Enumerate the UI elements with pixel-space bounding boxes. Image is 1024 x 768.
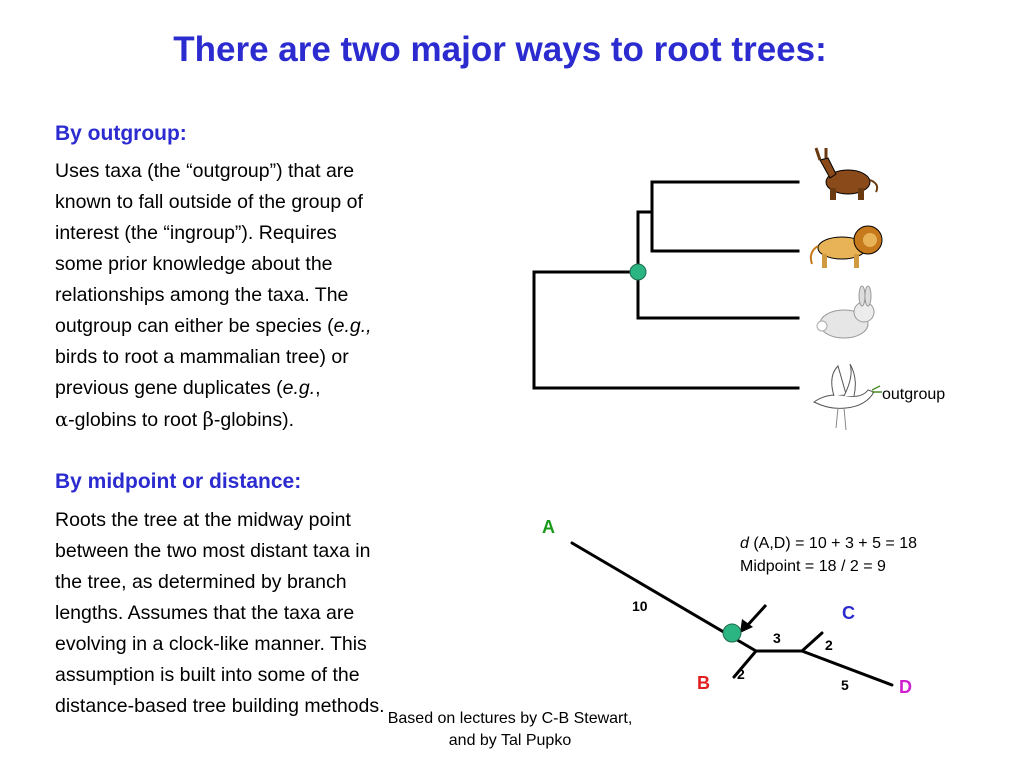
rabbit-icon — [817, 286, 874, 338]
text-line: evolving in a clock-like manner. This — [55, 633, 367, 655]
credit-footer — [330, 708, 690, 752]
midpoint-node — [723, 624, 741, 642]
text-line: birds to root a mammalian tree) or — [55, 346, 349, 368]
midpoint-arrow — [746, 605, 766, 627]
text-line: Uses taxa (the “outgroup”) that are — [55, 160, 355, 182]
taxon-C-label: C — [842, 603, 855, 623]
text-line — [55, 311, 495, 342]
outgroup-tree-diagram — [520, 140, 980, 440]
branch-length-internal: 3 — [773, 630, 781, 646]
outgroup-label: outgroup — [882, 386, 946, 403]
credit-line: and by Tal Pupko — [448, 732, 572, 749]
midpoint-description — [55, 505, 505, 722]
text-line: interest (the “ingroup”). Requires — [55, 222, 337, 244]
text-span: -globins). — [213, 409, 295, 431]
outgroup-description — [55, 156, 495, 436]
alpha-symbol: α — [55, 408, 69, 431]
text-line: Roots the tree at the midway point — [55, 509, 351, 531]
emphasis: e.g., — [333, 315, 372, 337]
distance-formula — [740, 535, 917, 552]
formula-d: d — [740, 535, 749, 552]
text-span: previous gene duplicates ( — [55, 377, 283, 399]
branch-C — [802, 633, 822, 651]
text-line: known to fall outside of the group of — [55, 191, 363, 213]
text-span: -globins to root — [68, 409, 203, 431]
taxon-D-label: D — [899, 677, 912, 697]
outgroup-heading: By outgroup: — [55, 122, 187, 145]
emphasis: e.g. — [282, 377, 316, 399]
text-line: distance-based tree building methods. — [55, 695, 385, 717]
dove-icon — [814, 364, 882, 430]
branch-length-D: 5 — [841, 677, 849, 693]
branch-length-C: 2 — [825, 637, 833, 653]
taxon-A-label: A — [542, 517, 555, 537]
text-line — [55, 373, 495, 404]
slide-title: There are two major ways to root trees: — [173, 30, 827, 69]
text-line: lengths. Assumes that the taxa are — [55, 602, 355, 624]
midpoint-calculation: Midpoint = 18 / 2 = 9 — [740, 558, 886, 575]
branch-length-B: 2 — [737, 666, 745, 682]
formula-rest: (A,D) = 10 + 3 + 5 = 18 — [748, 535, 918, 552]
text-span: , — [315, 377, 321, 399]
text-line: assumption is built into some of the — [55, 664, 360, 686]
root-node — [630, 264, 646, 280]
text-span: outgroup can either be species ( — [55, 315, 334, 337]
credit-line: Based on lectures by C-B Stewart, — [387, 710, 633, 727]
midpoint-heading: By midpoint or distance: — [55, 470, 302, 493]
beta-symbol: β — [202, 408, 214, 431]
text-line: between the two most distant taxa in — [55, 540, 371, 562]
text-line: some prior knowledge about the — [55, 253, 333, 275]
text-line — [55, 404, 495, 436]
midpoint-tree-diagram — [520, 505, 980, 705]
lion-icon — [811, 226, 882, 268]
taxon-B-label: B — [697, 673, 710, 693]
text-line: the tree, as determined by branch — [55, 571, 347, 593]
donkey-icon — [816, 148, 877, 200]
text-line: relationships among the taxa. The — [55, 284, 349, 306]
branch-length-AB: 10 — [632, 598, 648, 614]
